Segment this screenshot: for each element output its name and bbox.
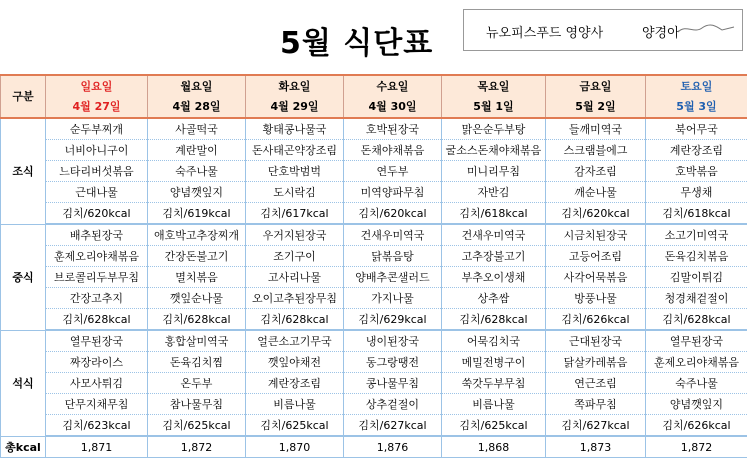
meal-row	[1, 267, 747, 288]
menu-cell: 연근조림	[546, 373, 646, 394]
menu-cell: 훈제오리야채볶음	[46, 246, 148, 267]
menu-cell: 김치/619kcal	[148, 203, 246, 225]
header-day-4	[442, 75, 546, 118]
day-date: 4월 30일	[344, 97, 441, 117]
signature-box	[463, 9, 743, 51]
menu-cell: 순두부찌개	[46, 118, 148, 140]
menu-cell: 간장돈불고기	[148, 246, 246, 267]
menu-cell: 황태콩나물국	[246, 118, 344, 140]
menu-cell: 김치/626kcal	[546, 309, 646, 331]
meal-row	[1, 352, 747, 373]
menu-cell: 돈육김치볶음	[646, 246, 747, 267]
menu-cell: 단호박범벅	[246, 161, 344, 182]
day-date: 5월 2일	[546, 97, 645, 117]
meal-row	[1, 394, 747, 415]
menu-cell: 깻잎야채전	[246, 352, 344, 373]
menu-cell: 얼큰소고기무국	[246, 330, 344, 352]
menu-cell: 북어무국	[646, 118, 747, 140]
menu-cell: 간장고추지	[46, 288, 148, 309]
menu-cell: 오이고추된장무침	[246, 288, 344, 309]
menu-cell: 너비아니구이	[46, 140, 148, 161]
menu-cell: 고추장불고기	[442, 246, 546, 267]
menu-cell: 조기구이	[246, 246, 344, 267]
meal-label: 조식	[1, 118, 46, 224]
meal-row	[1, 330, 747, 352]
menu-cell: 단무지채무침	[46, 394, 148, 415]
total-kcal-value: 1,870	[246, 436, 344, 458]
meal-row	[1, 118, 747, 140]
menu-cell: 근대된장국	[546, 330, 646, 352]
header-day-0	[46, 75, 148, 118]
menu-cell: 상추쌈	[442, 288, 546, 309]
menu-cell: 연두부	[344, 161, 442, 182]
total-kcal-value: 1,873	[546, 436, 646, 458]
total-kcal-value: 1,872	[148, 436, 246, 458]
total-kcal-value: 1,868	[442, 436, 546, 458]
total-kcal-value: 1,871	[46, 436, 148, 458]
day-date: 5월 3일	[646, 97, 747, 117]
menu-cell: 양념깻잎지	[148, 182, 246, 203]
menu-cell: 사골떡국	[148, 118, 246, 140]
menu-cell: 비름나물	[442, 394, 546, 415]
menu-cell: 열무된장국	[46, 330, 148, 352]
menu-cell: 가지나물	[344, 288, 442, 309]
menu-cell: 김치/629kcal	[344, 309, 442, 331]
menu-cell: 김치/628kcal	[246, 309, 344, 331]
menu-cell: 메밀전병구이	[442, 352, 546, 373]
menu-cell: 쪽파무침	[546, 394, 646, 415]
menu-cell: 콩나물무침	[344, 373, 442, 394]
menu-cell: 계란장조림	[646, 140, 747, 161]
signature-name: 양경아	[642, 22, 680, 41]
meal-table	[0, 74, 747, 458]
header-gubun: 구분	[1, 75, 46, 118]
menu-cell: 김치/627kcal	[344, 415, 442, 437]
menu-cell: 어묵김치국	[442, 330, 546, 352]
menu-cell: 시금치된장국	[546, 224, 646, 246]
header-day-3	[344, 75, 442, 118]
menu-cell: 김치/620kcal	[344, 203, 442, 225]
menu-cell: 사모사튀김	[46, 373, 148, 394]
menu-cell: 호박볶음	[646, 161, 747, 182]
menu-cell: 김치/617kcal	[246, 203, 344, 225]
menu-cell: 김치/627kcal	[546, 415, 646, 437]
total-kcal-label: 총kcal	[1, 436, 46, 458]
menu-cell: 열무된장국	[646, 330, 747, 352]
menu-cell: 멸치볶음	[148, 267, 246, 288]
meal-row	[1, 182, 747, 203]
meal-row	[1, 246, 747, 267]
header-day-2	[246, 75, 344, 118]
total-kcal-value: 1,872	[646, 436, 747, 458]
day-name: 화요일	[246, 77, 343, 97]
meal-row	[1, 203, 747, 225]
page-title: 5월 식단표	[280, 18, 433, 62]
menu-cell: 깨순나물	[546, 182, 646, 203]
menu-cell: 온두부	[148, 373, 246, 394]
day-date: 4월 29일	[246, 97, 343, 117]
meal-row	[1, 140, 747, 161]
menu-cell: 양념깻잎지	[646, 394, 747, 415]
day-date: 4월 28일	[148, 97, 245, 117]
day-name: 일요일	[46, 77, 147, 97]
menu-cell: 우거지된장국	[246, 224, 344, 246]
menu-cell: 애호박고추장찌개	[148, 224, 246, 246]
day-name: 목요일	[442, 77, 545, 97]
total-kcal-value: 1,876	[344, 436, 442, 458]
menu-cell: 참나물무침	[148, 394, 246, 415]
menu-cell: 홍합살미역국	[148, 330, 246, 352]
menu-cell: 숙주나물	[148, 161, 246, 182]
meal-row	[1, 161, 747, 182]
menu-cell: 김치/620kcal	[546, 203, 646, 225]
menu-cell: 김치/628kcal	[442, 309, 546, 331]
menu-cell: 소고기미역국	[646, 224, 747, 246]
meal-row	[1, 373, 747, 394]
total-kcal-row	[1, 436, 747, 458]
menu-cell: 청경채겉절이	[646, 288, 747, 309]
menu-cell: 김치/623kcal	[46, 415, 148, 437]
meal-label: 석식	[1, 330, 46, 436]
menu-cell: 상추겉절이	[344, 394, 442, 415]
day-date: 5월 1일	[442, 97, 545, 117]
menu-cell: 들깨미역국	[546, 118, 646, 140]
menu-cell: 건새우미역국	[442, 224, 546, 246]
meal-row	[1, 415, 747, 437]
menu-cell: 냉이된장국	[344, 330, 442, 352]
menu-cell: 양배추콘샐러드	[344, 267, 442, 288]
menu-cell: 계란말이	[148, 140, 246, 161]
menu-cell: 김치/625kcal	[148, 415, 246, 437]
menu-cell: 김치/625kcal	[442, 415, 546, 437]
handwritten-signature-icon	[676, 20, 736, 38]
menu-cell: 감자조림	[546, 161, 646, 182]
menu-cell: 김치/628kcal	[46, 309, 148, 331]
day-name: 월요일	[148, 77, 245, 97]
menu-cell: 무생채	[646, 182, 747, 203]
signature-org: 뉴오피스푸드 영양사	[486, 22, 603, 41]
menu-cell: 닭볶음탕	[344, 246, 442, 267]
meal-row	[1, 288, 747, 309]
header-row	[1, 75, 747, 118]
menu-cell: 돈육김치찜	[148, 352, 246, 373]
day-date: 4월 27일	[46, 97, 147, 117]
menu-cell: 자반김	[442, 182, 546, 203]
menu-cell: 도시락김	[246, 182, 344, 203]
menu-cell: 비름나물	[246, 394, 344, 415]
meal-label: 중식	[1, 224, 46, 330]
menu-cell: 브로콜리두부무침	[46, 267, 148, 288]
menu-cell: 굴소스돈채야채볶음	[442, 140, 546, 161]
menu-cell: 김치/618kcal	[442, 203, 546, 225]
menu-cell: 고사리나물	[246, 267, 344, 288]
day-name: 토요일	[646, 77, 747, 97]
menu-cell: 미역양파무침	[344, 182, 442, 203]
menu-cell: 김치/625kcal	[246, 415, 344, 437]
menu-cell: 호박된장국	[344, 118, 442, 140]
menu-cell: 김치/628kcal	[148, 309, 246, 331]
menu-cell: 고등어조림	[546, 246, 646, 267]
meal-row	[1, 309, 747, 331]
header-day-6	[646, 75, 747, 118]
menu-cell: 건새우미역국	[344, 224, 442, 246]
menu-cell: 맑은순두부탕	[442, 118, 546, 140]
menu-cell: 계란장조림	[246, 373, 344, 394]
menu-cell: 김치/626kcal	[646, 415, 747, 437]
menu-cell: 부추오이생채	[442, 267, 546, 288]
menu-cell: 숙주나물	[646, 373, 747, 394]
menu-cell: 김치/618kcal	[646, 203, 747, 225]
menu-cell: 쑥갓두부무침	[442, 373, 546, 394]
menu-cell: 동그랑땡전	[344, 352, 442, 373]
menu-cell: 김말이튀김	[646, 267, 747, 288]
menu-cell: 김치/620kcal	[46, 203, 148, 225]
header-day-5	[546, 75, 646, 118]
menu-cell: 미니리무침	[442, 161, 546, 182]
menu-cell: 느타리버섯볶음	[46, 161, 148, 182]
menu-cell: 스크램블에그	[546, 140, 646, 161]
menu-cell: 김치/628kcal	[646, 309, 747, 331]
menu-cell: 근대나물	[46, 182, 148, 203]
header-day-1	[148, 75, 246, 118]
day-name: 금요일	[546, 77, 645, 97]
menu-cell: 방풍나물	[546, 288, 646, 309]
day-name: 수요일	[344, 77, 441, 97]
menu-cell: 배추된장국	[46, 224, 148, 246]
menu-cell: 사각어묵볶음	[546, 267, 646, 288]
menu-cell: 짜장라이스	[46, 352, 148, 373]
menu-cell: 돈사태곤약장조림	[246, 140, 344, 161]
menu-cell: 훈제오리야채볶음	[646, 352, 747, 373]
menu-cell: 닭살카레볶음	[546, 352, 646, 373]
menu-cell: 돈채야채볶음	[344, 140, 442, 161]
menu-cell: 깻잎순나물	[148, 288, 246, 309]
meal-row	[1, 224, 747, 246]
